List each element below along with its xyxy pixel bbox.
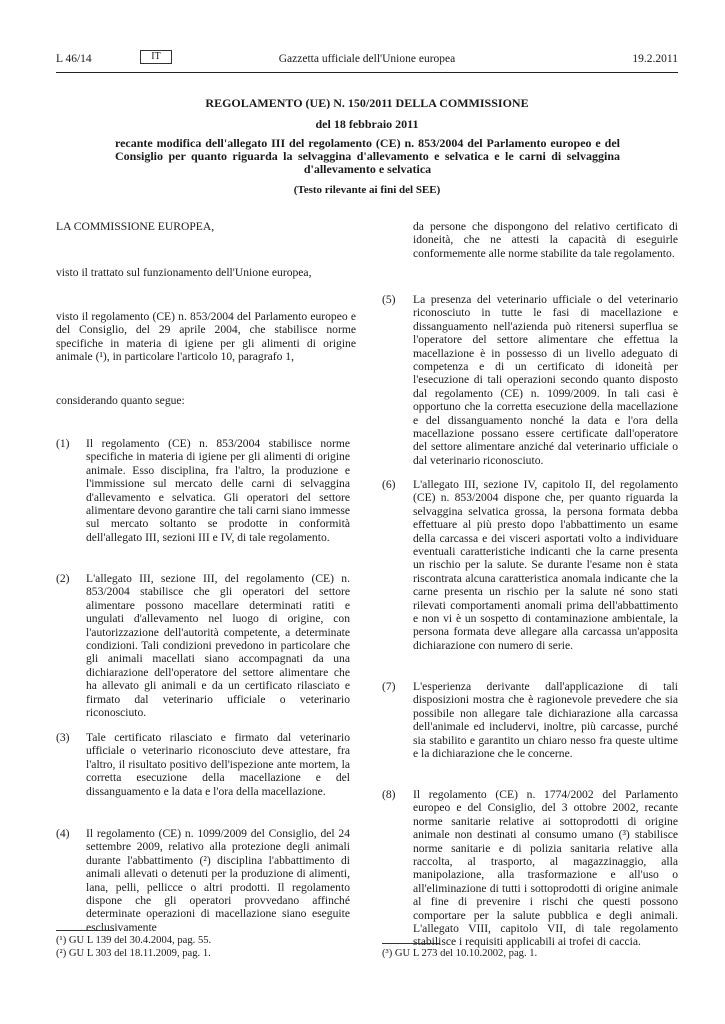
recital-number-1: (1) xyxy=(56,437,70,450)
recital-7: L'esperienza derivante dall'applicazione di tali disposizioni mostra che è ragionevole prevedere che sia possibile non allegare tale dichiarazione alla carcassa dell'animale ed includervi, inoltre, più carcasse, purché sia stabilito e garantito un chiaro nesso fra queste ultime e la dichiarazione che le concerne. xyxy=(413,680,678,761)
footnote-divider-right xyxy=(382,943,440,944)
regulation-subject: recante modifica dell'allegato III del regolamento (CE) n. 853/2004 del Parlamento europeo e del Consiglio per quanto riguarda la selvaggina d'allevamento e selvatica e le carni di selvaggina d'allevamento e selvatica xyxy=(115,136,620,177)
recital-number-7: (7) xyxy=(382,680,396,693)
recital-number-2: (2) xyxy=(56,572,70,585)
footnote-2: (²) GU L 303 del 18.11.2009, pag. 1. xyxy=(56,948,211,959)
commission-heading: LA COMMISSIONE EUROPEA, xyxy=(56,220,215,233)
recital-5: La presenza del veterinario ufficiale o del veterinario riconosciuto in tutte le fasi di macellazione e dissanguamento nell'azienda può ritenersi superflua se l'operatore del settore alimentare che effettua la macellazione è in possesso di un livello adeguato di competenza e di un certificato di idoneità per l'esecuzione di tali operazioni secondo quanto disposto dal regolamento (CE) n. 1099/2009. In tali casi è opportuno che la corretta esecuzione della macellazione e del dissanguamento nonché la data e l'ora della macellazione possano essere certificate dall'operatore del settore alimentare anziché dal veterinario ufficiale o dal veterinario riconosciuto. xyxy=(413,293,678,467)
journal-title: Gazzetta ufficiale dell'Unione europea xyxy=(278,53,456,65)
recital-3: Tale certificato rilasciato e firmato dal veterinario ufficiale o veterinario riconosciuto deve attestare, fra l'altro, il risultato positivo dell'ispezione ante mortem, la corretta esecuzione della macellazione e del dissanguamento e la data e l'ora della macellazione. xyxy=(86,731,350,798)
recital-number-8: (8) xyxy=(382,788,396,801)
recital-number-6: (6) xyxy=(382,478,396,491)
footnote-3: (³) GU L 273 del 10.10.2002, pag. 1. xyxy=(382,948,538,959)
regulation-date: del 18 febbraio 2011 xyxy=(315,117,419,131)
page-reference: L 46/14 xyxy=(56,53,92,65)
eea-relevance: (Testo rilevante ai fini del SEE) xyxy=(293,184,441,196)
recital-6: L'allegato III, sezione IV, capitolo II, del regolamento (CE) n. 853/2004 dispone che, per quanto riguarda la selvaggina selvatica grossa, la persona formata debba effettuare al più presto dopo l'abbattimento un esame della carcassa e dei visceri asportati volto a individuare eventuali caratteristiche indicanti che la carne presenta un rischio per la salute. Se durante l'esame non è stata riscontrata alcuna caratteristica anomala indicante che la carne presenta un rischio per la salute né sono stati rilevati comportamenti anomali prima dell'abbattimento e non vi è un sospetto di contaminazione ambientale, la persona formata deve allegare alla carcassa un'apposita dichiarazione con numero di serie. xyxy=(413,478,678,652)
recital-8: Il regolamento (CE) n. 1774/2002 del Parlamento europeo e del Consiglio, del 3 ottobre 2002, recante norme sanitarie relative ai sottoprodotti di origine animale non destinati al consumo umano (³) stabilisce norme sanitarie e di polizia sanitaria relative alla raccolta, al trasporto, al magazzinaggio, alla manipolazione, alla trasformazione e all'uso o all'eliminazione di tutti i sottoprodotti di origine animale al fine di prevenire i rischi che questi possono comportare per la salute pubblica e degli animali. L'allegato VIII, capitolo VII, di tale regolamento stabilisce i requisiti applicabili ai trofei di caccia. xyxy=(413,788,678,949)
recital-4-continued: da persone che dispongono del relativo certificato di idoneità, che ne attesti la capacità di eseguirle conformemente alle norme stabilite da tale regolamento. xyxy=(413,220,678,260)
language-code-box: IT xyxy=(140,50,172,64)
header-divider xyxy=(56,72,678,73)
recital-2: L'allegato III, sezione III, del regolamento (CE) n. 853/2004 stabilisce che gli operatori del settore alimentare possono macellare determinati ratiti e ungulati d'allevamento nel luogo di origine, con l'autorizzazione dell'autorità competente, a determinate condizioni. Tali condizioni prevedono in particolare che gli animali macellati siano accompagnati da una dichiarazione dell'operatore del settore alimentare che ha allevato gli animali e da un certificato rilasciato e firmato dal veterinario ufficiale o veterinario riconosciuto. xyxy=(86,572,350,720)
recital-1: Il regolamento (CE) n. 853/2004 stabilisce norme specifiche in materia di igiene per gli alimenti di origine animale. Esso disciplina, fra l'altro, la produzione e l'immissione sul mercato delle carni di selvaggina d'allevamento e selvatica. Gli operatori del settore alimentare devono garantire che tali carni siano immesse sul mercato soltanto se prodotte in conformità dell'allegato III, sezioni III e IV, di tale regolamento. xyxy=(86,437,350,544)
considerando-intro: considerando quanto segue: xyxy=(56,394,185,407)
footnote-divider-left xyxy=(56,930,114,931)
recital-number-4: (4) xyxy=(56,827,70,840)
publication-date: 19.2.2011 xyxy=(632,53,678,65)
footnote-1: (¹) GU L 139 del 30.4.2004, pag. 55. xyxy=(56,935,212,946)
recital-4: Il regolamento (CE) n. 1099/2009 del Consiglio, del 24 settembre 2009, relativo alla protezione degli animali durante l'abbattimento (²) disciplina l'abbattimento di animali allevati o detenuti per la produzione di alimenti, lana, pelli, pellicce o altri prodotti. Il regolamento dispone che gli operatori provvedano affinché determinate operazioni di macellazione siano eseguite esclusivamente xyxy=(86,827,350,934)
recital-number-3: (3) xyxy=(56,731,70,744)
treaty-citation: visto il trattato sul funzionamento dell'Unione europea, xyxy=(56,266,312,279)
regulation-citation: visto il regolamento (CE) n. 853/2004 del Parlamento europeo e del Consiglio, del 29 aprile 2004, che stabilisce norme specifiche in materia di igiene per gli alimenti di origine animale (¹), in particolare l'articolo 10, paragrafo 1, xyxy=(56,310,356,364)
recital-number-5: (5) xyxy=(382,293,396,306)
regulation-title: REGOLAMENTO (UE) N. 150/2011 DELLA COMMISSIONE xyxy=(205,96,529,110)
